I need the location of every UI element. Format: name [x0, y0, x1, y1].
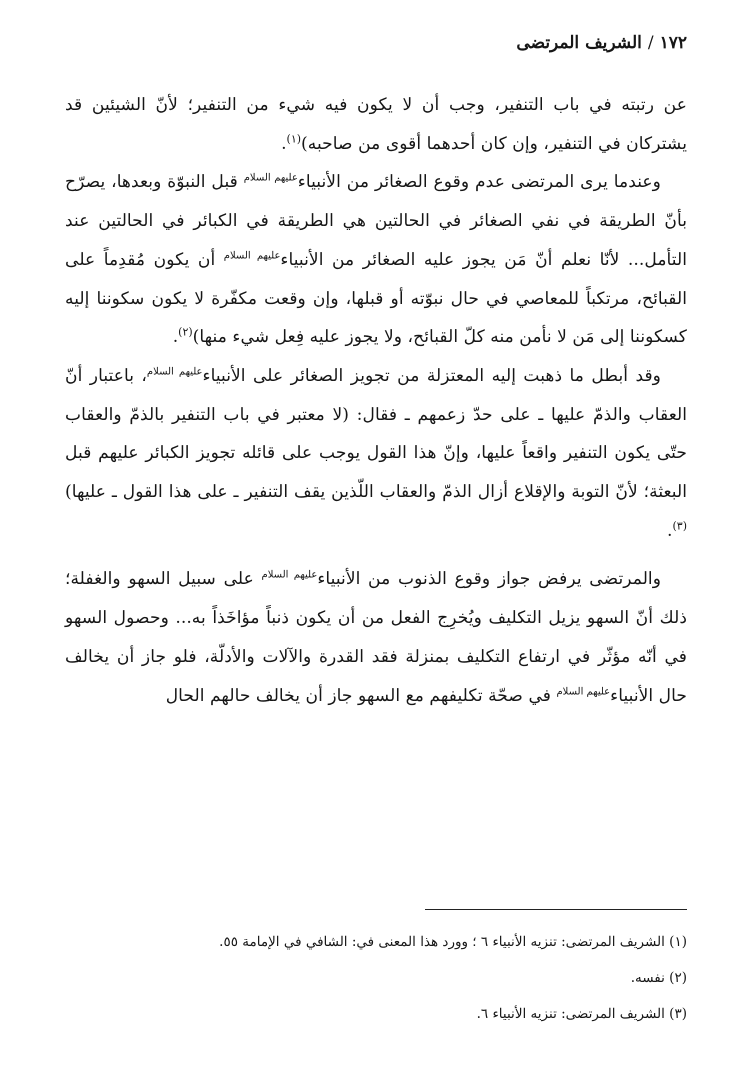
- honorific-glyph: عليهم السلام: [261, 569, 318, 581]
- paragraph-2-text-b: قبل النبوّة وبعدها، يصرّح بأنّ الطريقة في نفي الصغائر في الحالتين هي الطريقة في الكبائر في الحالتين عند التأمل... لأنّا نعلم أنّ مَن يجوز عليه الصغائر من الأنبياء: [65, 172, 687, 270]
- paragraph-3-text-b: ، باعتبار أنّ العقاب والذمّ عليها ـ على حدّ زعمهم ـ فقال: (لا معتبر في باب التنفير بالذمّ والعقاب حتّى يكون التنفير واقعاً عليها، وإنّ هذا القول يوجب على قائله تجويز الكبائر عليهم قبل البعثة؛ لأنّ التوبة والإقلاع أزال الذمّ والعقاب اللّذين يقف التنفير ـ على هذا القول ـ عليها): [65, 365, 687, 503]
- paragraph-3: [65, 357, 687, 551]
- paragraph-3-text-a: وقد أبطل ما ذهبت إليه المعتزلة من تجويز الصغائر على الأنبياء: [202, 365, 661, 386]
- footnotes: [65, 924, 687, 1032]
- footnote-2: (٢) نفسه.: [630, 970, 687, 986]
- footnote-ref-1: (١): [286, 131, 302, 145]
- paragraph-2-text-a: وعندما يرى المرتضى عدم وقوع الصغائر من الأنبياء: [297, 172, 661, 193]
- paragraph-2: [65, 163, 687, 357]
- honorific-glyph: عليهم السلام: [146, 366, 203, 378]
- footnote-ref-2: (٢): [178, 325, 193, 339]
- paragraph-1-end: .: [281, 133, 287, 154]
- footnote-3: (٣) الشريف المرتضى: تنزيه الأنبياء ٦.: [476, 1006, 687, 1022]
- paragraph-4-text-a: والمرتضى يرفض جواز وقوع الذنوب من الأنبياء: [317, 569, 662, 590]
- paragraph-4-text-c: في صحّة تكليفهم مع السهو جاز أن يخالف حالهم الحال: [165, 685, 557, 706]
- paragraph-2-end: .: [172, 327, 179, 348]
- honorific-glyph: عليهم السلام: [243, 172, 298, 184]
- main-text: [65, 86, 687, 715]
- header-separator: /: [647, 33, 654, 53]
- running-header: [516, 33, 687, 53]
- footnote-1: (١) الشريف المرتضى: تنزيه الأنبياء ٦ ؛ وورد هذا المعنى في: الشافي في الإمامة ٥٥.: [219, 934, 687, 950]
- honorific-glyph: عليهم السلام: [556, 685, 611, 697]
- paragraph-1-text: عن رتبته في باب التنفير، وجب أن لا يكون فيه شيء من التنفير؛ لأنّ الشيئين قد يشتركان في التنفير، وإن كان أحدهما أقوى من صاحبه): [65, 95, 687, 154]
- paragraph-3-end: .: [667, 520, 673, 541]
- paragraph-4-text-b: على سبيل السهو والغفلة؛ ذلك أنّ السهو يزيل التكليف ويُخرِج الفعل من أن يكون ذنباً مؤاخَذاً به... وحصول السهو في أنّه مؤثّر في ارتفاع التكليف بمنزلة فقد القدرة والآلات والأدلّة، فلو جاز أن يخالف حال الأنبياء: [65, 569, 687, 706]
- paragraph-1: [65, 86, 687, 163]
- honorific-glyph: عليهم السلام: [223, 250, 281, 262]
- paragraph-4: [65, 560, 687, 715]
- paragraph-2-text-c: أن يكون مُقدِماً على القبائح، مرتكباً للمعاصي في حال نبوّته أو قبلها، وإن وقعت مكفّرة لا يكون سكوننا إليه كسكوننا إلى مَن لا نأمن منه كلّ القبائح، ولا يجوز عليه فِعل شيء منها): [65, 249, 687, 348]
- footnote-ref-3: (٣): [672, 519, 687, 532]
- footnote-divider: [425, 909, 687, 910]
- page-number: ١٧٢: [659, 33, 687, 53]
- book-title: الشريف المرتضى: [516, 33, 642, 53]
